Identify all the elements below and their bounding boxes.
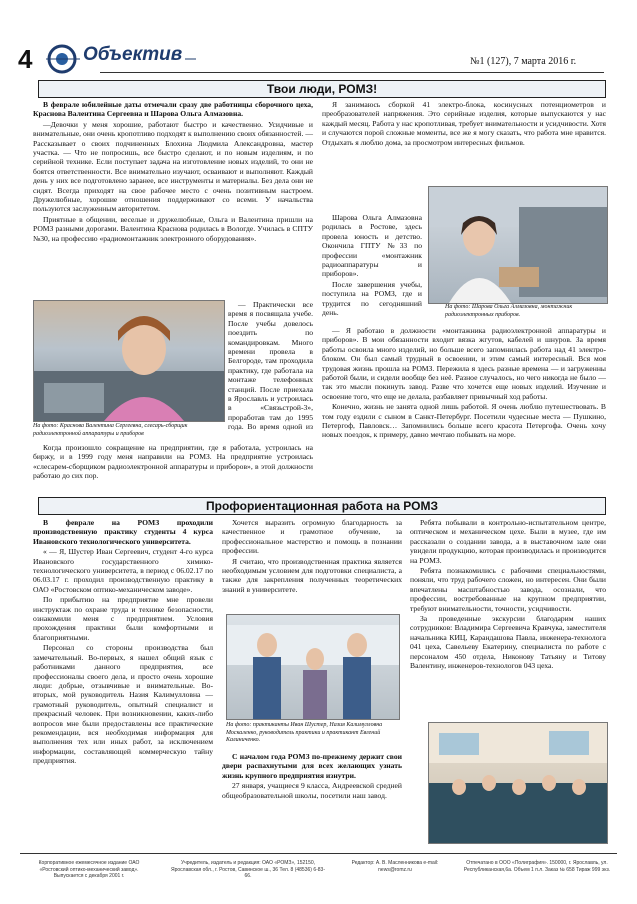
paragraph: —Девочки у меня хорошие, работают быстро и качественно. Усидчивые и внимательные, они очень кропотливо подходят к выполнению своих обязанностей. — Рассказывает о своих подчиненных Блохина Людмила Александровна, мастер участка. — Что не попросишь, все быстро сделают, и по новым изделиям, и по серийной технике. Если поступает задача на изготовление новых изделий, то они не боятся ответственности. Все внимательно изучают, осваивают и выполняют. Каждый день у них все подготовлено заранее, все инструменты и материалы. Без дела они не сидят. Всегда приходят на свое рабочее место с очень позитивным настроем. Дружелюбные, хорошие отношения поддерживают со всеми. У начальства пользуются заслуженным авторитетом. [33, 119, 313, 214]
paragraph: « — Я, Шустер Иван Сергеевич, студент 4-го курса Ивановского государственного химико-технологического университета, в период с 06.02.17 по 06.03.17 г. проходил производственную практику в ОАО «Ростовском оптико-механическом заводе». [33, 547, 213, 594]
paragraph: Я занимаюсь сборкой 41 электро-блока, косинусных потенциометров и преобразователей напряжения. Это серийные изделия, которые выпускаются у нас каждый месяц. Работа у нас кропотливая, требует внимательности и усидчивости. Хотя и случаются порой сложные моменты, все же я могу сказать, что работа мне нравится. Отдыхать я люблю дома, за просмотром интересных фильмов. [322, 100, 606, 147]
article1-col2 [322, 100, 606, 148]
footer-publisher: Учредитель, издатель и редакция: ОАО «РОМЗ», 152150, Ярославская обл., г. Ростов, Савинское ш., 36 Тел. 8 (48536) 6-83-66. [170, 860, 326, 880]
article-title: Твои люди, РОМЗ! [266, 82, 378, 96]
footer-rule [20, 853, 617, 854]
masthead-logo [46, 44, 196, 74]
header-rule [100, 72, 604, 73]
paragraph: — Практически все время я посвящала учебе. После учебы довелось поездить по командировкам. Много времени провела в Белгороде, там проходила практику, где работала на монтаже телефонных станций. После приехала в Ярославль и устроилась в «Связьстрой-3», проработав там до 1995 года. Во время одной из [228, 300, 313, 432]
photo-interns [226, 614, 400, 720]
article1-col1-end [33, 443, 313, 482]
article2-col1 [33, 518, 213, 767]
article1-col2-rest [322, 326, 606, 441]
paragraph: По прибытию на предприятие мне провели инструктаж по охране труда и технике безопасности, ознакомили меня с предприятием. Условия прохождения практики были комфортными и благоприятными. [33, 595, 213, 642]
footer-editor: Редактор: А. В. Масленникова e-mail: news@romz.ru [351, 860, 439, 873]
article2-col2 [222, 518, 402, 595]
paragraph: Я считаю, что производственная практика является необходимым условием для подготовки специалиста, а также для закрепления полученных теоретических знаний в университете. [222, 556, 402, 594]
paragraph: Шарова Ольга Алмазовна родилась в Ростове, здесь провела юность и детство. Окончила ГПТУ №33 по профессии «монтажник радиоаппаратуры и приборов». [322, 213, 422, 279]
paragraph: 27 января, учащиеся 9 класса, Андреевской средней общеобразовательной школы, посетили наш завод. [222, 781, 402, 800]
paragraph: — Я работаю в должности «монтажника радиоэлектронной аппаратуры и приборов». В мои обязанности входит вязка жгутов, кабелей и шнуров. За время работы освоила много изделий, но больше всего запомнилась работа над 41 электро-блоком. Он был самый трудный в освоении, и этим самый интересный. Вся моя трудовая жизнь прошла на РОМЗ. Пережила я здесь разные времена — и загруженны работой были, и сидели вообще без неё. Разное случалось, но чего никогда не было — так это мысли покинуть завод. Разве что хочется еще новых изделий. Изучение и освоение того, что еще не делала, разбавляет привычный ход работы. [322, 326, 606, 401]
logo-text: Объектив [80, 44, 185, 66]
paragraph: Конечно, жизнь не занята одной лишь работой. Я очень люблю путешествовать. В том году ездили с сыном в Санкт-Петербург. Посетили чудесные места — Пушкино, Петергоф, Павловск… Запомнились больше всего красота Петергофа. Очень хочу новых поездок, к примеру, давно мечтаю побывать на море. [322, 402, 606, 440]
portrait-image [429, 187, 607, 303]
photo-sharova [428, 186, 608, 304]
article1-col1-side [228, 300, 313, 433]
paragraph: Персонал со стороны производства был замечательный. Во-первых, я нашел общий язык с работниками данного предприятия, все профессионалы своего дела, и просто очень хорошие люди: добрые, отзывчивые и внимательные. Во-вторых, мой руководитель Назия Калимулловна — грамотный руководитель, опытный специалист и прекрасный человек. При возникновении, каких-либо вопросов мне были предоставлены все практические рекомендации, вся необходимая информация для выполнения тех или иных работ, за исключением информации, составляющей коммерческую тайну предприятия. [33, 643, 213, 766]
paragraph: Ребята побывали в контрольно-испытательном центре, оптическом и механическом цехе. Были в музее, где им рассказали о создании завода, а в выставочном зале они увидели продукцию, которая производилась и производится на РОМЗ. [410, 518, 606, 565]
article2-col2-bottom [222, 752, 402, 801]
paragraph: После завершения учебы, поступила на РОМЗ, где и трудится по сегодняшний день. [322, 279, 422, 318]
footer-printer: Отпечатано в ООО «Полиграфия». 150000, г. Ярославль, ул. Республиканская,6а. Объем 1 п.л. Заказ № 658 Тираж 999 экз. [463, 860, 611, 873]
photo-krasnova [33, 300, 225, 422]
group-photo-image [227, 615, 399, 719]
photo-students [428, 722, 608, 844]
article-title: Профориентационная работа на РОМЗ [205, 499, 438, 513]
article-title-banner [38, 497, 606, 515]
paragraph: За проведенные экскурсии благодарим наших сотрудников: Владимира Сергеевича Кравчука, заместителя начальника КИЦ, Карандашова Павла, инженера-технолога 041 цеха, Савельеву Екатерину, специалиста по работе с персоналом 450 отдела, Никонову Татьяну и Титову Валентину, инженеров-технологов 043 цеха. [410, 614, 606, 671]
portrait-image [34, 301, 224, 421]
photo-caption: На фото: Краснова Валентина Сергеевна, слесарь-сборщик радиоэлектронной аппаратуры и приборов [33, 423, 188, 437]
group-photo-image [429, 723, 607, 843]
paragraph: Приятные в общении, веселые и дружелюбные, Ольга и Валентина пришли на РОМЗ разными дорогами. Валентина Краснова родилась в Вологде. Училась в СПТУ №30, на профессию «радиомонтажник электронного оборудования». [33, 214, 313, 243]
photo-caption: На фото: практиканты Иван Шустер, Назия Калимулловна Москаленко, руководитель практики и практикант Евгений Калиниченко. [226, 722, 383, 743]
article1-col1 [33, 100, 313, 244]
paragraph: Ребята познакомились с рабочими специальностями, поняли, что труд рабочего сложен, но интересен. Они были впечатлены масштабностью завода, осознали, что профессии, востребованные на крупном предприятии, требуют внимательности, точности, усидчивости. [410, 566, 606, 613]
issue-info: №1 (127), 7 марта 2016 г. [470, 56, 577, 67]
footer-publication: Корпоративное ежемесячное издание ОАО «Ростовский оптико-механический завод». Выпускается с декабря 2001 г. [38, 860, 140, 880]
article2-col3 [410, 518, 606, 672]
photo-caption: На фото: Шарова Ольга Алмазовна, монтажник радиоэлектронных приборов. [445, 304, 573, 318]
lead-paragraph: В феврале на РОМЗ проходили производственную практику студенты 4 курса Ивановского технологического университета. [33, 518, 213, 546]
lead-paragraph: В феврале юбилейные даты отмечали сразу две работницы сборочного цеха, Краснова Валентина Сергеевна и Шарова Ольга Алмазовна. [33, 100, 313, 119]
page-number: 4 [18, 44, 33, 74]
article1-col2-side [322, 213, 422, 318]
paragraph: Когда произошло сокращение на предприятии, где я работала, устроилась на биржу, и в 1999 году меня направили на РОМЗ. На предприятие устроилась «слесарем-сборщиком радиоэлектронной аппаратуры и приборов», в этой должности работаю до сих пор. [33, 443, 313, 481]
paragraph: Хочется выразить огромную благодарность за качественное и грамотное обучение, за профессиональное мастерство и помощь в познании профессии. [222, 518, 402, 556]
article-title-banner [38, 80, 606, 98]
paragraph: С началом года РОМЗ по-прежнему держит свои двери распахнутыми для всех желающих узнать жизнь крупного предприятия изнутри. [222, 752, 402, 780]
